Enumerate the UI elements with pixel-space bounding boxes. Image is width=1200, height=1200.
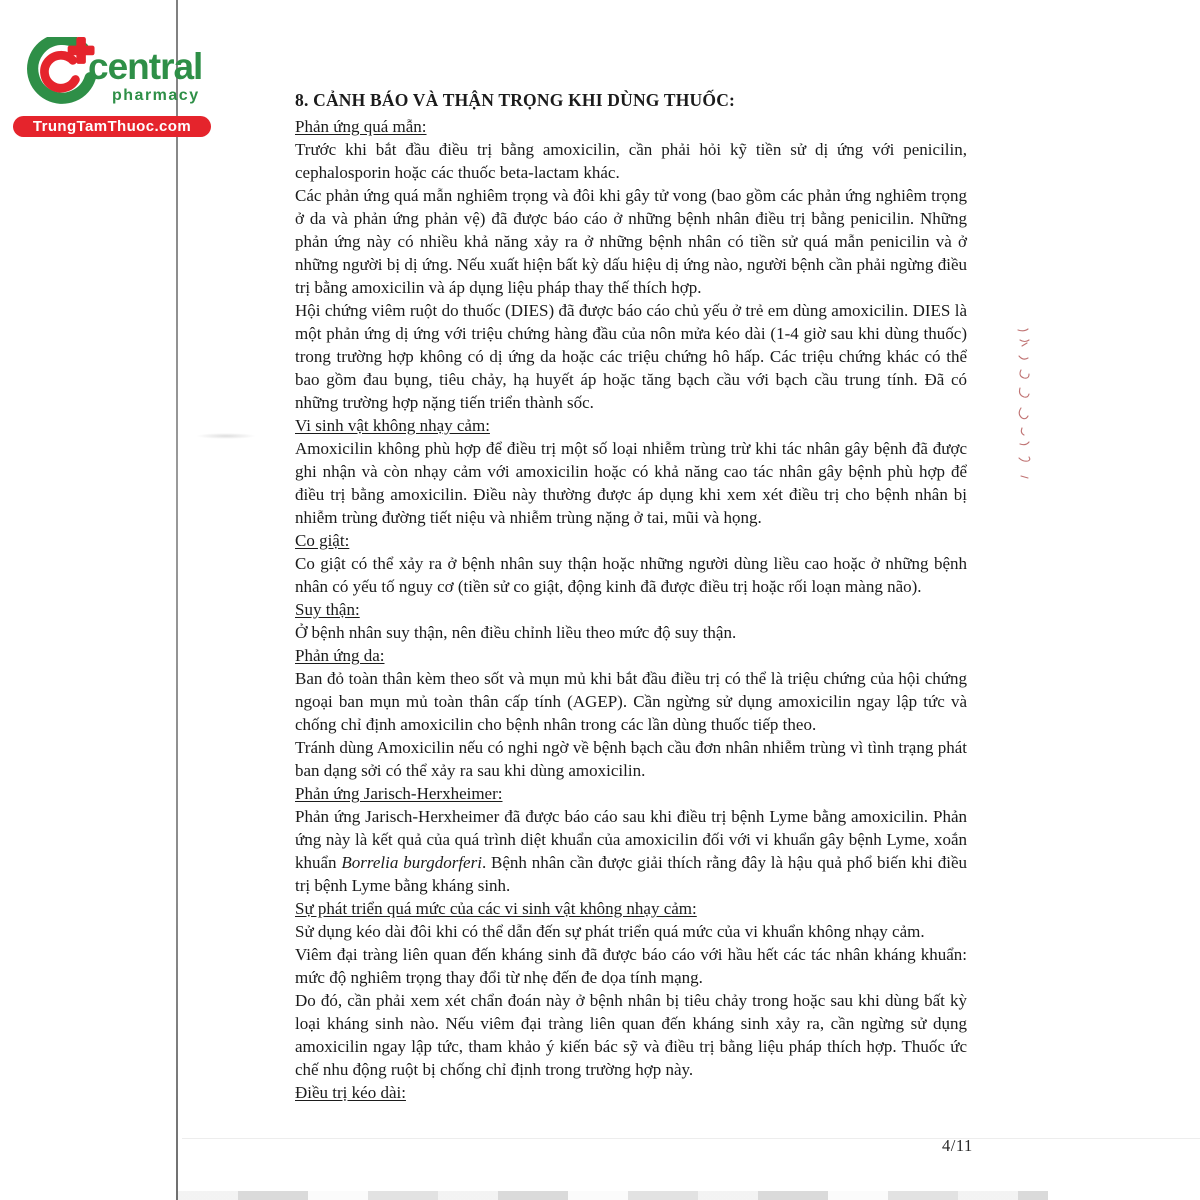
- subheading-hypersensitivity: Phản ứng quá mẫn:: [295, 117, 427, 136]
- logo-site-badge: TrungTamThuoc.com: [13, 116, 211, 137]
- paragraph-segment-italic: Borrelia burgdorferi: [341, 853, 482, 872]
- paragraph: Amoxicilin không phù hợp để điều trị một số loại nhiễm trùng trừ khi tác nhân gây bệnh đã được ghi nhận và còn nhạy cảm với amoxicilin hoặc có khả năng cao tác nhân gây bệnh phù hợp để điều trị bằng amoxicilin. Điều này thường được áp dụng khi xem xét điều trị cho bệnh nhân bị nhiễm trùng đường tiết niệu và nhiễm trùng nặng ở tai, mũi và họng.: [295, 439, 967, 527]
- subheading-convulsions: Co giật:: [295, 531, 350, 550]
- subheading-skin-reactions: Phản ứng da:: [295, 646, 385, 665]
- subheading-jarisch-herxheimer: Phản ứng Jarisch-Herxheimer:: [295, 784, 503, 803]
- subheading-non-susceptible-organisms: Vi sinh vật không nhạy cảm:: [295, 416, 490, 435]
- page-number: 4/11: [942, 1136, 973, 1155]
- scan-bottom-smudge: [178, 1191, 1048, 1200]
- subheading-prolonged-treatment: Điều trị kéo dài:: [295, 1083, 406, 1102]
- paragraph: [295, 805, 967, 897]
- document-page-content: [295, 88, 967, 1104]
- paragraph: Do đó, cần phải xem xét chẩn đoán này ở bệnh nhân bị tiêu chảy trong hoặc sau khi dùng bất kỳ loại kháng sinh nào. Nếu viêm đại tràng liên quan đến kháng sinh xảy ra, cần ngừng sử dụng amoxicilin ngay lập tức, tham khảo ý kiến bác sỹ và điều trị bằng liệu pháp thích hợp. Thuốc ức chế nhu động ruột bị chống chỉ định trong trường hợp này.: [295, 991, 967, 1079]
- logo-brand-text: central: [88, 46, 203, 87]
- subheading-overgrowth: Sự phát triển quá mức của các vi sinh vật không nhạy cảm:: [295, 899, 697, 918]
- paragraph: Ban đỏ toàn thân kèm theo sốt và mụn mủ khi bắt đầu điều trị có thể là triệu chứng của hội chứng ngoại ban mụn mủ toàn thân cấp tính (AGEP). Cần ngừng sử dụng amoxicilin ngay lập tức và chống chỉ định amoxicilin cho bệnh nhân trong các lần dùng thuốc tiếp theo.: [295, 669, 967, 734]
- paragraph-segment: Phản ứng Jarisch-Herxheimer đã được báo cáo sau khi điều trị bệnh Lyme bằng amoxicilin. Phản ứng này là kết quả của quá trình diệt khuẩn của amoxicilin đối với vi khuẩn gây bệnh Lyme, xoắn khuẩn: [295, 807, 967, 872]
- scan-fold-line: [182, 1138, 1200, 1139]
- red-handwriting-annotation: [1012, 326, 1034, 488]
- paragraph: Trước khi bắt đầu điều trị bằng amoxicilin, cần phải hỏi kỹ tiền sử dị ứng với penicilin, cephalosporin hoặc các thuốc beta-lactam khác.: [295, 140, 967, 182]
- paragraph-segment: . Bệnh nhân cần được giải thích rằng đây là hậu quả phổ biến khi điều trị bệnh Lyme bằng kháng sinh.: [295, 853, 968, 895]
- section-heading: 8. CẢNH BÁO VÀ THẬN TRỌNG KHI DÙNG THUỐC:: [295, 90, 736, 110]
- central-pharmacy-logo: [10, 34, 225, 146]
- paragraph: Tránh dùng Amoxicilin nếu có nghi ngờ về bệnh bạch cầu đơn nhân nhiễm trùng vì tình trạng phát ban dạng sởi có thể xảy ra sau khi dùng amoxicilin.: [295, 738, 967, 780]
- scan-page-edge-line: [176, 0, 178, 1200]
- paragraph: Sử dụng kéo dài đôi khi có thể dẫn đến sự phát triển quá mức của vi khuẩn không nhạy cảm.: [295, 922, 925, 941]
- logo-brand-subtext: pharmacy: [112, 87, 200, 104]
- scan-ink-smudge: [196, 433, 256, 439]
- paragraph: Các phản ứng quá mẫn nghiêm trọng và đôi khi gây tử vong (bao gồm các phản ứng nghiêm trọng ở da và phản ứng phản vệ) đã được báo cáo ở những bệnh nhân điều trị bằng penicilin. Những phản ứng này có nhiều khả năng xảy ra ở những bệnh nhân có tiền sử quá mẫn penicilin và ở những người bị dị ứng. Nếu xuất hiện bất kỳ dấu hiệu dị ứng nào, người bệnh cần phải ngừng điều trị bằng amoxicilin và áp dụng liệu pháp thay thế thích hợp.: [295, 186, 967, 297]
- paragraph: Hội chứng viêm ruột do thuốc (DIES) đã được báo cáo chủ yếu ở trẻ em dùng amoxicilin. DIES là một phản ứng dị ứng với triệu chứng hàng đầu của nôn mửa kéo dài (1-4 giờ sau khi dùng thuốc) trong trường hợp không có dị ứng da hoặc các triệu chứng hô hấp. Các triệu chứng khác có thể bao gồm đau bụng, tiêu chảy, hạ huyết áp hoặc tăng bạch cầu với bạch cầu trung tính. Đã có những trường hợp nặng tiến triển thành sốc.: [295, 301, 967, 412]
- subheading-renal-impairment: Suy thận:: [295, 600, 360, 619]
- paragraph: Co giật có thể xảy ra ở bệnh nhân suy thận hoặc những người dùng liều cao hoặc ở những bệnh nhân có yếu tố nguy cơ (tiền sử co giật, động kinh đã được điều trị hoặc rối loạn màng não).: [295, 554, 967, 596]
- paragraph: Viêm đại tràng liên quan đến kháng sinh đã được báo cáo với hầu hết các tác nhân kháng khuẩn: mức độ nghiêm trọng thay đổi từ nhẹ đến đe dọa tính mạng.: [295, 945, 967, 987]
- paragraph: Ở bệnh nhân suy thận, nên điều chỉnh liều theo mức độ suy thận.: [295, 623, 737, 642]
